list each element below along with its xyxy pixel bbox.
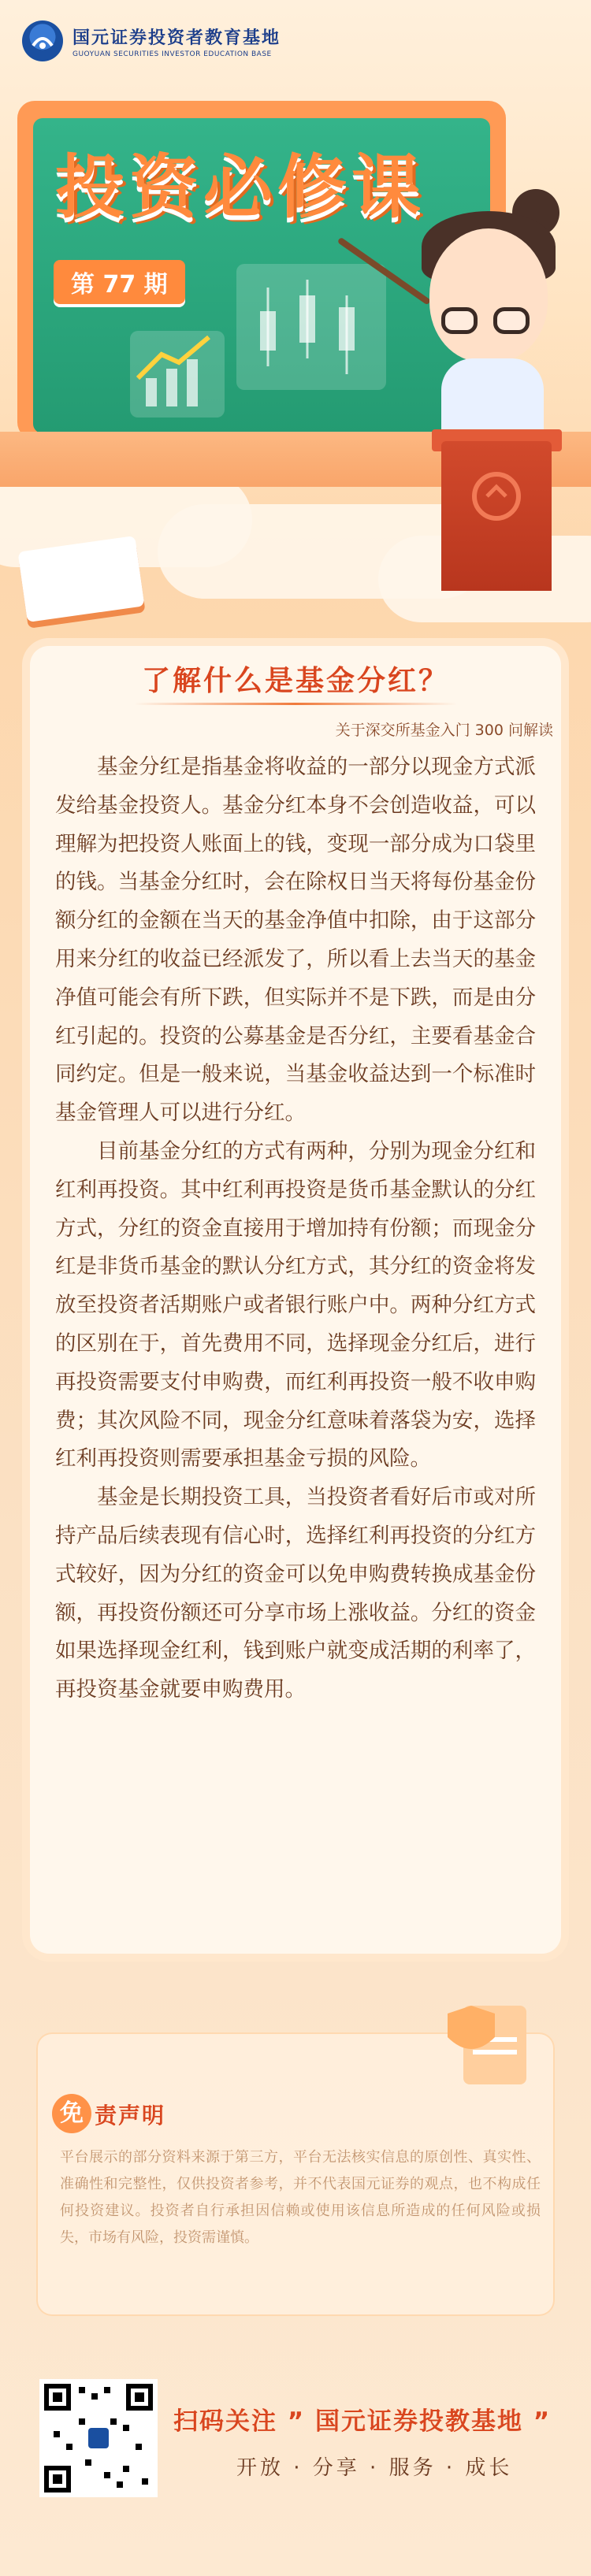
article-paragraph: 基金分红是指基金将收益的一部分以现金方式派发给基金投资人。基金分红本身不会创造收益，可以理解为把投资人账面上的钱，变现一部分成为口袋里的钱。当基金分红时，会在除权日当天将每份基金份额分红的金额在当天的基金净值中扣除，由于这部分用来分红的收益已经派发了，所以看上去当天的基金净值可能会有所下跌，但实际并不是下跌，而是由分红引起的。投资的公募基金是否分红，主要看基金合同约定。但是一般来说，当基金收益达到一个标准时基金管理人可以进行分红。: [55, 755, 536, 1126]
mascot-glasses-icon: [441, 307, 536, 336]
chart-panel-icon: [130, 331, 225, 418]
article-title: 了解什么是基金分红？: [141, 665, 449, 697]
article-paragraph: 基金是长期投资工具，当投资者看好后市或对所持产品后续表现有信心时，选择红利再投资的分红方式较好，因为分红的资金可以免申购费转换成基金份额，再投资份额还可分享市场上涨收益。分红的资金如果选择现金红利，钱到账户就变成活期的利率了，再投资基金就要申购费用。: [55, 1485, 536, 1702]
mascot-face: [429, 228, 548, 362]
disclaimer-title: 责声明: [95, 2103, 166, 2129]
article-subtitle: 关于深交所基金入门 300 问解读: [335, 722, 553, 739]
brand-name-cn: 国元证券投资者教育基地: [72, 28, 281, 48]
brand-logo-icon: [22, 20, 63, 61]
candlestick-panel-icon: [236, 264, 386, 390]
podium: [441, 441, 552, 591]
brand-name-en: GUOYUAN SECURITIES INVESTOR EDUCATION BASE: [72, 50, 272, 58]
disclaimer-badge: 免: [52, 2094, 91, 2133]
title-underline: [134, 703, 457, 705]
disclaimer-body: 平台展示的部分资料来源于第三方，平台无法核实信息的原创性、真实性、准确性和完整性，仅供投资者参考，并不代表国元证券的观点，也不构成任何投资建议。投资者自行承担因信赖或使用该信息所造成的任何风险或损失，市场有风险，投资需谨慎。: [60, 2149, 541, 2246]
brand-header: [22, 20, 281, 61]
article-paragraph: 目前基金分红的方式有两种，分别为现金分红和红利再投资。其中红利再投资是货币基金默认的分红方式，分红的资金直接用于增加持有份额；而现金分红是非货币基金的默认分红方式，其分红的资金将发放至投资者活期账户或者银行账户中。两种分红方式的区别在于，首先费用不同，选择现金分红后，进行再投资需要支付申购费，而红利再投资一般不收申购费；其次风险不同，现金分红意味着落袋为安，选择红利再投资则需要承担基金亏损的风险。: [55, 1138, 536, 1472]
footer-title: 扫码关注 ” 国元证券投教基地 ”: [173, 2407, 552, 2436]
issue-tag: 第 77 期: [54, 260, 185, 304]
document-shield-icon: [424, 1998, 534, 2092]
qr-code[interactable]: [39, 2379, 158, 2497]
footer-slogan: 开放 · 分享 · 服务 · 成长: [236, 2456, 513, 2480]
article-body: [55, 748, 536, 1709]
banner-title: 投资必修课: [55, 147, 426, 228]
